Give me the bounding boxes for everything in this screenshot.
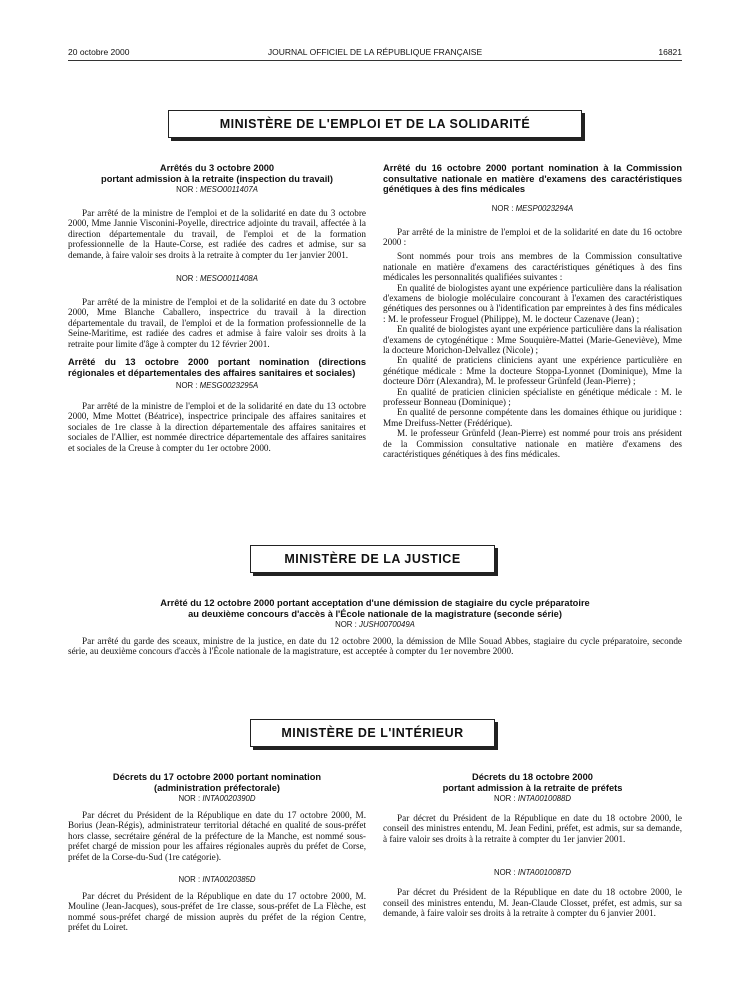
decret-paragraph: Par décret du Président de la République en date du 17 octobre 2000, M. Borius (Jean-Régis), administrateur territorial détaché en qualité de sous-préfet hors classe, secrétaire général de la préfecture de la Manche, est nommé sous-préfet chargé de mission pour les affaires régionales auprès du préfet de Corse, préfet de la Corse-du-Sud (1re catégorie).	[68, 810, 366, 862]
nor-reference: NOR : INTA0020385D	[178, 875, 256, 885]
header-rule	[68, 60, 682, 61]
nor-reference: NOR : INTA0010088D	[493, 794, 571, 803]
emploi-left-column	[68, 163, 366, 453]
emploi-right-column	[383, 163, 682, 459]
nor-reference: NOR : MESG0023295A	[175, 381, 259, 391]
nor-reference: NOR : JUSH0070049A	[335, 620, 415, 629]
header-journal-title: JOURNAL OFFICIEL DE LA RÉPUBLIQUE FRANÇAISE	[267, 47, 483, 57]
arrete-paragraph: Par arrêté du garde des sceaux, ministre de la justice, en date du 12 octobre 2000, la démission de Mlle Souad Abbes, stagiaire du cycle préparatoire, seconde série, au deuxième concours d'accès à l'École nationale de la magistrature, est acceptée à compter du 1er novembre 2000.	[68, 636, 682, 657]
ministry-justice-title: MINISTÈRE DE LA JUSTICE	[284, 552, 461, 566]
ministry-interieur-box	[250, 719, 495, 747]
decret-paragraph: Par décret du Président de la République en date du 18 octobre 2000, le conseil des ministres entendu, M. Jean Fedini, préfet, est admis, sur sa demande, à faire valoir ses droits à la retraite à compter du 1er janvier 2001.	[383, 813, 682, 844]
arrete-paragraph: Par arrêté de la ministre de l'emploi et de la solidarité en date du 3 octobre 2000, Mme Blanche Caballero, inspectrice du travail à la direction départementale du travail, de l'emploi et de la formation professionnelle de la Seine-Maritime, est radiée des cadres et admise à faire valoir ses droits à la retraite pour limite d'âge à compter du 12 février 2001.	[68, 297, 366, 349]
arrete-3-octobre-title: Arrêtés du 3 octobre 2000 portant admission à la retraite (inspection du travail)	[101, 163, 333, 184]
interieur-right-column	[383, 772, 682, 918]
nor-reference: NOR : MESO0011407A	[176, 185, 258, 194]
arrete-paragraph: Par arrêté de la ministre de l'emploi et de la solidarité en date du 13 octobre 2000, Mme Mottet (Béatrice), inspectrice principale des affaires sanitaires et sociales de 1re classe à la direction départementale des affaires sanitaires et sociales de l'Allier, est nommée directrice départementale des affaires sanitaires et sociales de la Creuse à compter du 1er octobre 2000.	[68, 401, 366, 453]
arrete-paragraph: Par arrêté de la ministre de l'emploi et de la solidarité en date du 3 octobre 2000, Mme Jannie Visconini-Poyelle, directrice adjointe du travail, affectée à la direction départementale du travail, de l'emploi et de la formation professionnelle de la Haute-Corse, est radiée des cadres et admise, sur sa demande, à faire valoir ses droits à la retraite à compter du 1er janvier 2001.	[68, 208, 366, 260]
arrete-12-octobre-title: Arrêté du 12 octobre 2000 portant acceptation d'une démission de stagiaire du cycle préparatoire au deuxième concours d'accès à l'École nationale de la magistrature (seconde série)	[160, 598, 590, 619]
header-page-number: 16821	[658, 47, 682, 57]
header-date: 20 octobre 2000	[68, 47, 130, 57]
ministry-justice-box	[250, 545, 495, 573]
ministry-interieur-title: MINISTÈRE DE L'INTÉRIEUR	[281, 726, 464, 740]
ministry-emploi-title: MINISTÈRE DE L'EMPLOI ET DE LA SOLIDARITÉ	[219, 117, 531, 131]
nor-reference: NOR : MESO0011408A	[176, 274, 258, 284]
arrete-13-octobre-title: Arrêté du 13 octobre 2000 portant nomination (directions régionales et départementales des affaires sanitaires et sociales)	[68, 357, 366, 378]
nor-reference: NOR : INTA0010087D	[493, 868, 571, 878]
nor-reference: NOR : MESP0023294A	[491, 203, 574, 213]
decret-paragraph: Par décret du Président de la République en date du 17 octobre 2000, M. Mouline (Jean-Jacques), sous-préfet de 1re classe, sous-préfet de La Flèche, est nommé sous-préfet chargé de mission auprès du préfet de la région Centre, préfet du Loiret.	[68, 891, 366, 933]
arrete-paragraphs: Par arrêté de la ministre de l'emploi et de la solidarité en date du 16 octobre 2000 : Sont nommés pour trois ans membres de la Commission consultative nationale en matière d'examens des caractéristiques génétiques à des fins médicales les personnalités qualifiées suivantes : En qualité de biologistes ayant une expérience particulière dans la réalisation d'examens de biologie moléculaire concourant à l'examen des caractéristiques génétiques des personnes ou à l'identification par empreintes à des fins médicales : M. le professeur Froguel (Philippe), M. le docteur Cazenave (Jean) ; En qualité de biologistes ayant une expérience particulière dans la réalisation d'examens de cytogénétique : Mme Souquière-Mattei (Marie-Geneviève), Mme la docteure Morichon-Delvallez (Nicole) ; En qualité de praticiens cliniciens ayant une expérience particulière en génétique médicale : Mme la docteure Stoppa-Lyonnet (Dominique), Mme la docteure Dörr (Alexandra), M. le professeur Grünfeld (Jean-Pierre) ; En qualité de praticien clinicien spécialiste en génétique médicale : M. le professeur Bonneau (Dominique) ; En qualité de personne compétente dans les domaines éthique ou juridique : Mme Dreifuss-Netter (Frédérique). M. le professeur Grünfeld (Jean-Pierre) est nommé pour trois ans président de la Commission consultative nationale en matière d'examens des caractéristiques génétiques à des fins médicales.	[383, 226, 682, 460]
interieur-left-column	[68, 772, 366, 933]
nor-reference: NOR : INTA0020390D	[178, 794, 256, 803]
decret-paragraph: Par décret du Président de la République en date du 18 octobre 2000, le conseil des ministres entendu, M. Jean-Claude Closset, préfet, est admis, sur sa demande, à faire valoir ses droits à la retraite à compter du 6 janvier 2001.	[383, 887, 682, 919]
decrets-17-octobre-title: Décrets du 17 octobre 2000 portant nomination (administration préfectorale)	[112, 772, 322, 793]
arrete-16-octobre-title: Arrêté du 16 octobre 2000 portant nomination à la Commission consultative nationale en matière d'examens des caractéristiques génétiques à des fins médicales	[383, 163, 682, 194]
ministry-emploi-box	[168, 110, 582, 138]
decrets-18-octobre-title: Décrets du 18 octobre 2000 portant admission à la retraite de préfets	[442, 772, 623, 793]
justice-section	[68, 598, 682, 657]
